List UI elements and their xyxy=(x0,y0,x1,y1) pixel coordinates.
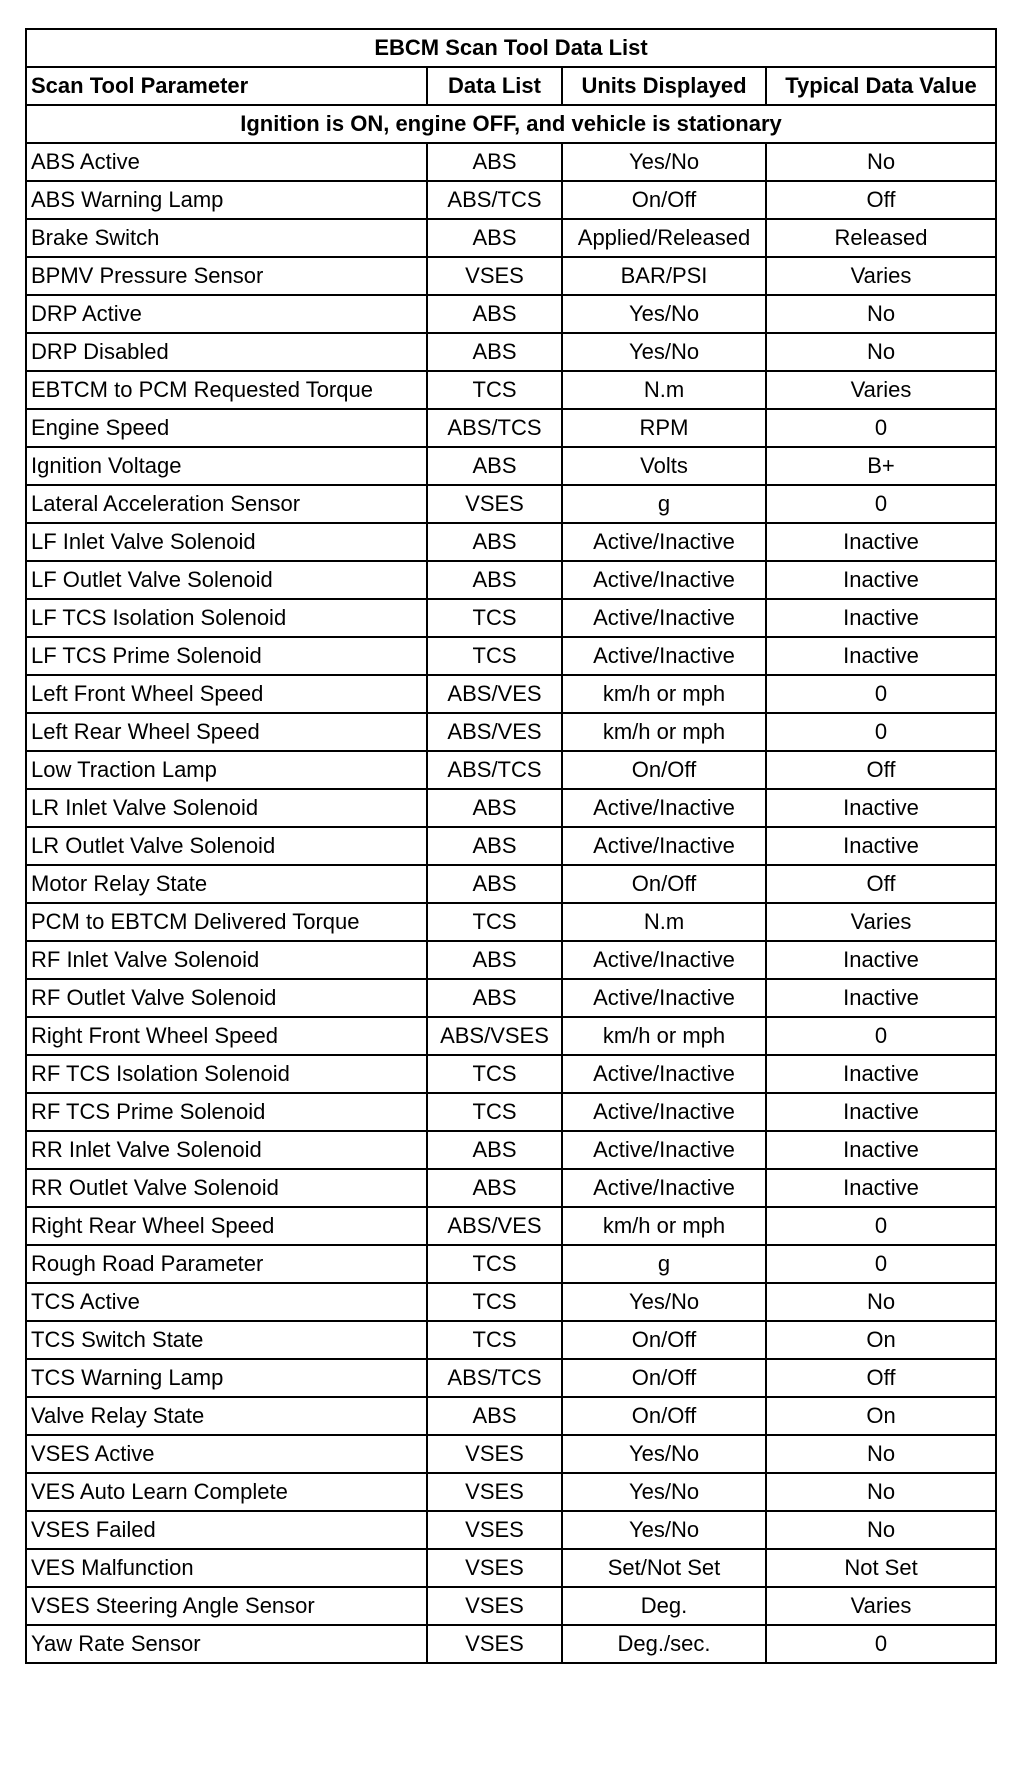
typical-value-cell: On xyxy=(766,1397,996,1435)
data-list-cell: VSES xyxy=(427,1587,562,1625)
table-row xyxy=(26,1359,996,1397)
units-cell: Yes/No xyxy=(562,143,766,181)
table-row xyxy=(26,1093,996,1131)
table-row xyxy=(26,523,996,561)
typical-value-cell: No xyxy=(766,333,996,371)
data-list-cell: ABS/TCS xyxy=(427,409,562,447)
data-list-cell: ABS xyxy=(427,523,562,561)
table-row xyxy=(26,903,996,941)
typical-value-cell: Inactive xyxy=(766,1055,996,1093)
units-cell: Active/Inactive xyxy=(562,561,766,599)
parameter-cell: RF TCS Isolation Solenoid xyxy=(26,1055,427,1093)
parameter-cell: ABS Active xyxy=(26,143,427,181)
typical-value-cell: 0 xyxy=(766,675,996,713)
units-cell: On/Off xyxy=(562,1397,766,1435)
section-row xyxy=(26,105,996,143)
units-cell: On/Off xyxy=(562,751,766,789)
typical-value-cell: 0 xyxy=(766,1245,996,1283)
units-cell: Volts xyxy=(562,447,766,485)
table-body xyxy=(26,143,996,1663)
parameter-cell: Yaw Rate Sensor xyxy=(26,1625,427,1663)
data-list-cell: ABS xyxy=(427,789,562,827)
data-list-cell: ABS xyxy=(427,979,562,1017)
table-row xyxy=(26,1473,996,1511)
typical-value-cell: Off xyxy=(766,181,996,219)
table-row xyxy=(26,1511,996,1549)
typical-value-cell: Varies xyxy=(766,371,996,409)
typical-value-cell: No xyxy=(766,295,996,333)
typical-value-cell: Varies xyxy=(766,903,996,941)
table-row xyxy=(26,219,996,257)
parameter-cell: Ignition Voltage xyxy=(26,447,427,485)
typical-value-cell: Inactive xyxy=(766,1131,996,1169)
data-list-cell: ABS/TCS xyxy=(427,1359,562,1397)
data-list-cell: VSES xyxy=(427,485,562,523)
table-row xyxy=(26,295,996,333)
typical-value-cell: 0 xyxy=(766,409,996,447)
data-list-cell: VSES xyxy=(427,1435,562,1473)
units-cell: N.m xyxy=(562,371,766,409)
data-list-cell: VSES xyxy=(427,1473,562,1511)
typical-value-cell: Inactive xyxy=(766,827,996,865)
parameter-cell: Low Traction Lamp xyxy=(26,751,427,789)
typical-value-cell: Inactive xyxy=(766,523,996,561)
typical-value-cell: 0 xyxy=(766,713,996,751)
parameter-cell: RF Inlet Valve Solenoid xyxy=(26,941,427,979)
table-row xyxy=(26,1587,996,1625)
parameter-cell: RF TCS Prime Solenoid xyxy=(26,1093,427,1131)
parameter-cell: PCM to EBTCM Delivered Torque xyxy=(26,903,427,941)
data-list-cell: ABS xyxy=(427,1169,562,1207)
table-row xyxy=(26,1549,996,1587)
table-row xyxy=(26,1435,996,1473)
units-cell: Deg./sec. xyxy=(562,1625,766,1663)
table-row xyxy=(26,675,996,713)
table-row xyxy=(26,143,996,181)
parameter-cell: VES Malfunction xyxy=(26,1549,427,1587)
data-list-cell: TCS xyxy=(427,1283,562,1321)
data-list-cell: ABS xyxy=(427,941,562,979)
data-list-cell: ABS/VES xyxy=(427,675,562,713)
parameter-cell: BPMV Pressure Sensor xyxy=(26,257,427,295)
data-list-cell: ABS xyxy=(427,561,562,599)
units-cell: N.m xyxy=(562,903,766,941)
parameter-cell: LR Inlet Valve Solenoid xyxy=(26,789,427,827)
header-data-list: Data List xyxy=(427,67,562,105)
data-list-cell: ABS/VES xyxy=(427,1207,562,1245)
units-cell: km/h or mph xyxy=(562,675,766,713)
table-row xyxy=(26,181,996,219)
parameter-cell: LF Outlet Valve Solenoid xyxy=(26,561,427,599)
parameter-cell: Valve Relay State xyxy=(26,1397,427,1435)
data-list-cell: ABS xyxy=(427,295,562,333)
parameter-cell: TCS Warning Lamp xyxy=(26,1359,427,1397)
table-row xyxy=(26,561,996,599)
parameter-cell: ABS Warning Lamp xyxy=(26,181,427,219)
data-list-cell: ABS/TCS xyxy=(427,751,562,789)
table-row xyxy=(26,1245,996,1283)
section-heading: Ignition is ON, engine OFF, and vehicle is stationary xyxy=(26,105,996,143)
table-row xyxy=(26,789,996,827)
typical-value-cell: Inactive xyxy=(766,637,996,675)
parameter-cell: VSES Steering Angle Sensor xyxy=(26,1587,427,1625)
parameter-cell: VES Auto Learn Complete xyxy=(26,1473,427,1511)
data-list-cell: ABS xyxy=(427,1131,562,1169)
header-scan-tool-parameter: Scan Tool Parameter xyxy=(26,67,427,105)
table-title: EBCM Scan Tool Data List xyxy=(26,29,996,67)
units-cell: Active/Inactive xyxy=(562,599,766,637)
typical-value-cell: 0 xyxy=(766,1017,996,1055)
units-cell: Yes/No xyxy=(562,333,766,371)
parameter-cell: LF TCS Isolation Solenoid xyxy=(26,599,427,637)
parameter-cell: EBTCM to PCM Requested Torque xyxy=(26,371,427,409)
units-cell: Active/Inactive xyxy=(562,827,766,865)
table-row xyxy=(26,485,996,523)
header-units-displayed: Units Displayed xyxy=(562,67,766,105)
typical-value-cell: On xyxy=(766,1321,996,1359)
table-row xyxy=(26,1207,996,1245)
units-cell: On/Off xyxy=(562,865,766,903)
table-row xyxy=(26,1625,996,1663)
parameter-cell: Rough Road Parameter xyxy=(26,1245,427,1283)
data-list-cell: ABS xyxy=(427,219,562,257)
parameter-cell: Lateral Acceleration Sensor xyxy=(26,485,427,523)
typical-value-cell: Off xyxy=(766,1359,996,1397)
table-row xyxy=(26,941,996,979)
typical-value-cell: No xyxy=(766,1435,996,1473)
units-cell: Yes/No xyxy=(562,295,766,333)
units-cell: Active/Inactive xyxy=(562,1169,766,1207)
units-cell: km/h or mph xyxy=(562,713,766,751)
units-cell: Active/Inactive xyxy=(562,1093,766,1131)
parameter-cell: Motor Relay State xyxy=(26,865,427,903)
typical-value-cell: 0 xyxy=(766,1207,996,1245)
table-row xyxy=(26,333,996,371)
data-list-cell: ABS/VES xyxy=(427,713,562,751)
units-cell: g xyxy=(562,1245,766,1283)
data-list-cell: TCS xyxy=(427,1093,562,1131)
data-list-cell: TCS xyxy=(427,599,562,637)
parameter-cell: Engine Speed xyxy=(26,409,427,447)
typical-value-cell: Off xyxy=(766,865,996,903)
units-cell: RPM xyxy=(562,409,766,447)
units-cell: On/Off xyxy=(562,1321,766,1359)
typical-value-cell: No xyxy=(766,1511,996,1549)
parameter-cell: VSES Active xyxy=(26,1435,427,1473)
units-cell: g xyxy=(562,485,766,523)
parameter-cell: DRP Active xyxy=(26,295,427,333)
typical-value-cell: B+ xyxy=(766,447,996,485)
table-row xyxy=(26,599,996,637)
typical-value-cell: 0 xyxy=(766,1625,996,1663)
header-typical-data-value: Typical Data Value xyxy=(766,67,996,105)
parameter-cell: TCS Switch State xyxy=(26,1321,427,1359)
parameter-cell: DRP Disabled xyxy=(26,333,427,371)
typical-value-cell: 0 xyxy=(766,485,996,523)
typical-value-cell: No xyxy=(766,143,996,181)
table-row xyxy=(26,409,996,447)
data-list-cell: VSES xyxy=(427,1549,562,1587)
typical-value-cell: Inactive xyxy=(766,1093,996,1131)
typical-value-cell: Released xyxy=(766,219,996,257)
typical-value-cell: Inactive xyxy=(766,941,996,979)
typical-value-cell: Not Set xyxy=(766,1549,996,1587)
data-list-cell: ABS xyxy=(427,333,562,371)
table-row xyxy=(26,979,996,1017)
table-row xyxy=(26,1169,996,1207)
table-row xyxy=(26,637,996,675)
parameter-cell: Right Rear Wheel Speed xyxy=(26,1207,427,1245)
typical-value-cell: Inactive xyxy=(766,789,996,827)
table-row xyxy=(26,865,996,903)
data-list-cell: TCS xyxy=(427,371,562,409)
parameter-cell: Left Rear Wheel Speed xyxy=(26,713,427,751)
units-cell: Active/Inactive xyxy=(562,1055,766,1093)
units-cell: Yes/No xyxy=(562,1511,766,1549)
units-cell: Active/Inactive xyxy=(562,1131,766,1169)
units-cell: km/h or mph xyxy=(562,1207,766,1245)
table-row xyxy=(26,1321,996,1359)
table-row xyxy=(26,1131,996,1169)
data-list-cell: ABS xyxy=(427,143,562,181)
table-row xyxy=(26,1055,996,1093)
table-row xyxy=(26,713,996,751)
typical-value-cell: Inactive xyxy=(766,561,996,599)
data-list-cell: VSES xyxy=(427,1625,562,1663)
units-cell: Active/Inactive xyxy=(562,637,766,675)
typical-value-cell: Inactive xyxy=(766,979,996,1017)
data-list-cell: TCS xyxy=(427,1055,562,1093)
scan-tool-data-table xyxy=(25,28,997,1664)
data-list-cell: TCS xyxy=(427,1245,562,1283)
parameter-cell: VSES Failed xyxy=(26,1511,427,1549)
table-row xyxy=(26,371,996,409)
typical-value-cell: Varies xyxy=(766,257,996,295)
parameter-cell: Left Front Wheel Speed xyxy=(26,675,427,713)
data-list-cell: ABS/VSES xyxy=(427,1017,562,1055)
parameter-cell: LR Outlet Valve Solenoid xyxy=(26,827,427,865)
units-cell: Active/Inactive xyxy=(562,789,766,827)
parameter-cell: TCS Active xyxy=(26,1283,427,1321)
data-list-cell: ABS xyxy=(427,447,562,485)
parameter-cell: Right Front Wheel Speed xyxy=(26,1017,427,1055)
data-list-cell: ABS xyxy=(427,827,562,865)
table-row xyxy=(26,1283,996,1321)
units-cell: Deg. xyxy=(562,1587,766,1625)
data-list-cell: ABS xyxy=(427,865,562,903)
units-cell: On/Off xyxy=(562,181,766,219)
data-list-cell: TCS xyxy=(427,903,562,941)
units-cell: Yes/No xyxy=(562,1283,766,1321)
parameter-cell: Brake Switch xyxy=(26,219,427,257)
typical-value-cell: No xyxy=(766,1473,996,1511)
parameter-cell: LF Inlet Valve Solenoid xyxy=(26,523,427,561)
data-list-cell: TCS xyxy=(427,1321,562,1359)
table-row xyxy=(26,751,996,789)
units-cell: Applied/Released xyxy=(562,219,766,257)
data-list-cell: VSES xyxy=(427,1511,562,1549)
units-cell: BAR/PSI xyxy=(562,257,766,295)
table-row xyxy=(26,1017,996,1055)
units-cell: Yes/No xyxy=(562,1435,766,1473)
units-cell: On/Off xyxy=(562,1359,766,1397)
typical-value-cell: Off xyxy=(766,751,996,789)
table-row xyxy=(26,257,996,295)
table-row xyxy=(26,1397,996,1435)
typical-value-cell: Inactive xyxy=(766,599,996,637)
data-list-cell: TCS xyxy=(427,637,562,675)
units-cell: km/h or mph xyxy=(562,1017,766,1055)
data-list-cell: ABS xyxy=(427,1397,562,1435)
typical-value-cell: Inactive xyxy=(766,1169,996,1207)
header-row xyxy=(26,67,996,105)
units-cell: Yes/No xyxy=(562,1473,766,1511)
units-cell: Active/Inactive xyxy=(562,523,766,561)
data-list-cell: VSES xyxy=(427,257,562,295)
title-row xyxy=(26,29,996,67)
parameter-cell: RR Inlet Valve Solenoid xyxy=(26,1131,427,1169)
units-cell: Active/Inactive xyxy=(562,979,766,1017)
data-list-cell: ABS/TCS xyxy=(427,181,562,219)
units-cell: Set/Not Set xyxy=(562,1549,766,1587)
typical-value-cell: No xyxy=(766,1283,996,1321)
table-row xyxy=(26,827,996,865)
parameter-cell: LF TCS Prime Solenoid xyxy=(26,637,427,675)
table-row xyxy=(26,447,996,485)
typical-value-cell: Varies xyxy=(766,1587,996,1625)
units-cell: Active/Inactive xyxy=(562,941,766,979)
parameter-cell: RR Outlet Valve Solenoid xyxy=(26,1169,427,1207)
parameter-cell: RF Outlet Valve Solenoid xyxy=(26,979,427,1017)
